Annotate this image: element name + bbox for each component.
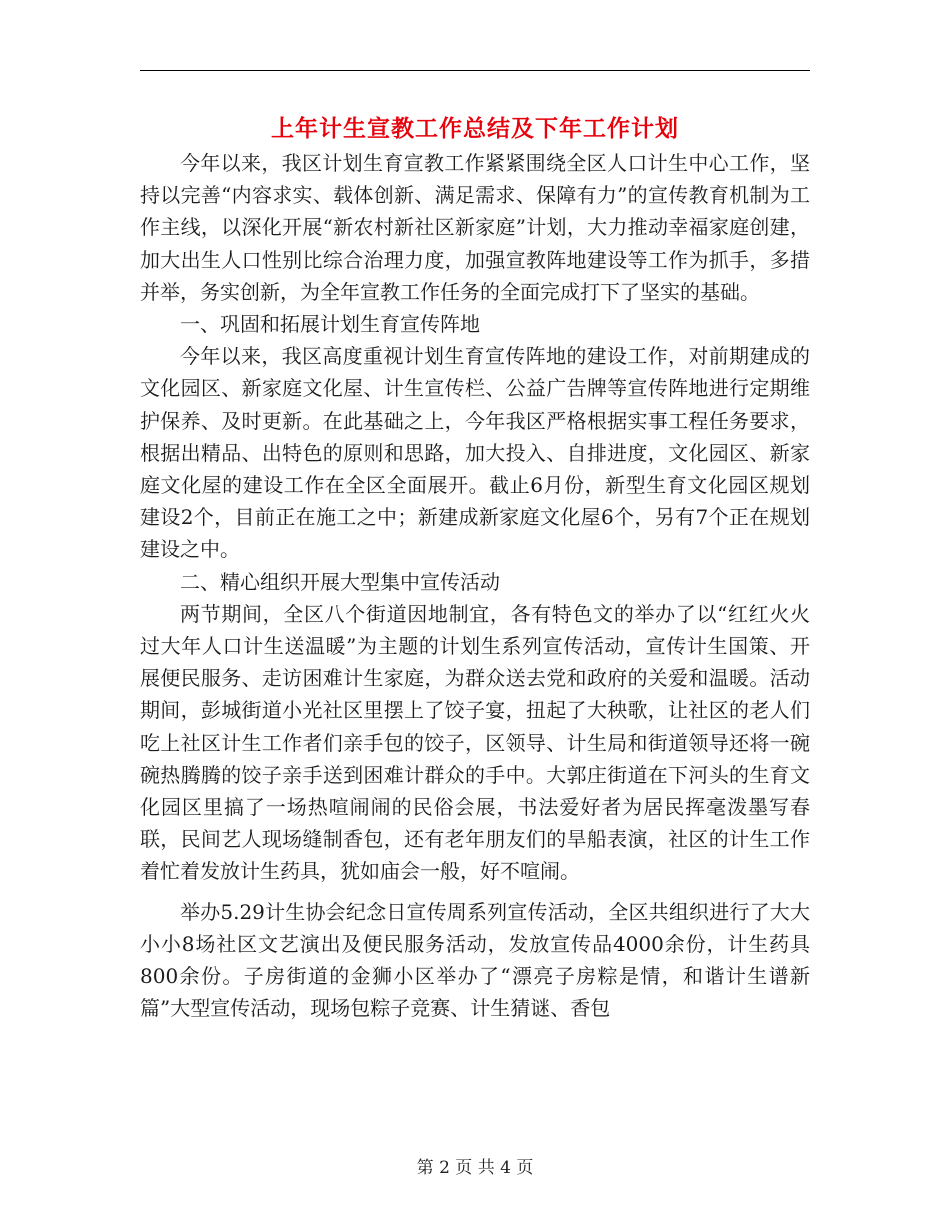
- paragraph-section-2a: 两节期间，全区八个街道因地制宜，各有特色文的举办了以“红红火火过大年人口计生送温暖”为主题的计划生系列宣传活动，宣传计生国策、开展便民服务、走访困难计生家庭，为群众送去党和政府的关爱和温暖。活动期间，彭城街道小光社区里摆上了饺子宴，扭起了大秧歌，让社区的老人们吃上社区计生工作者们亲手包的饺子，区领导、计生局和街道领导还将一碗碗热腾腾的饺子亲手送到困难计群众的手中。大郭庄街道在下河头的生育文化园区里搞了一场热喧闹闹的民俗会展，书法爱好者为居民挥毫泼墨写春联，民间艺人现场缝制香包，还有老年朋友们的旱船表演，社区的计生工作着忙着发放计生药具，犹如庙会一般，好不喧闹。: [140, 601, 810, 884]
- document-title: 上年计生宣教工作总结及下年工作计划: [271, 115, 679, 142]
- paragraph-section-2b: 举办5.29计生协会纪念日宣传周系列宣传活动，全区共组织进行了大大小小8场社区文艺演出及便民服务活动，发放宣传品4000余份，计生药具800余份。子房街道的金狮小区举办了“漂亮子房粽是情，和谐计生谱新篇”大型宣传活动，现场包粽子竞赛、计生猜谜、香包: [140, 899, 810, 1021]
- paragraph-intro: 今年以来，我区计划生育宣教工作紧紧围绕全区人口计生中心工作，坚持以完善“内容求实、载体创新、满足需求、保障有力”的宣传教育机制为工作主线，以深化开展“新农村新社区新家庭”计划，大力推动幸福家庭创建，加大出生人口性别比综合治理力度，加强宣教阵地建设等工作为抓手，多措并举，务实创新，为全年宣教工作任务的全面完成打下了坚实的基础。: [140, 151, 810, 304]
- section-heading-1: 一、巩固和拓展计划生育宣传阵地: [180, 312, 480, 337]
- paragraph-section-1: 今年以来，我区高度重视计划生育宣传阵地的建设工作，对前期建成的文化园区、新家庭文化屋、计生宣传栏、公益广告牌等宣传阵地进行定期维护保养、及时更新。在此基础之上，今年我区严格根据实事工程任务要求，根据出精品、出特色的原则和思路，加大投入、自排进度，文化园区、新家庭文化屋的建设工作在全区全面展开。截止6月份，新型生育文化园区规划建设2个，目前正在施工之中；新建成新家庭文化屋6个，另有7个正在规划建设之中。: [140, 344, 810, 562]
- document-body: [140, 147, 810, 1024]
- section-heading-2: 二、精心组织开展大型集中宣传活动: [180, 569, 500, 594]
- page-footer: 第 2 页 共 4 页: [416, 1158, 534, 1178]
- header-rule: [140, 70, 810, 71]
